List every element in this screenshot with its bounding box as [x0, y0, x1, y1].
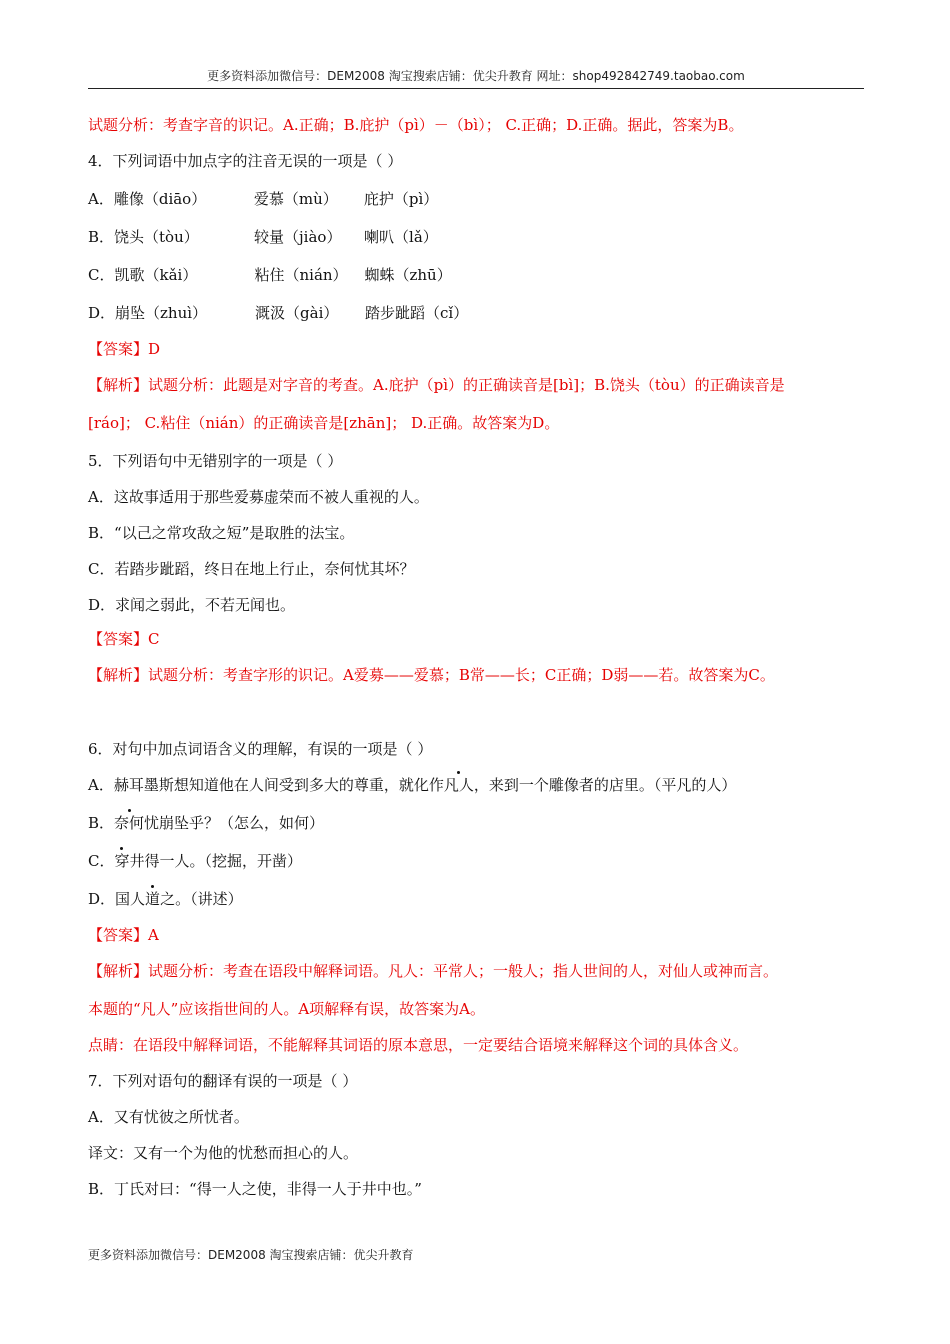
q6-c-dotted: 穿	[114, 852, 130, 870]
prev-analysis: 试题分析：考查字音的识记。A.正确；B.庇护（pì）－（bì）； C.正确；D.正确。据此，答案为B。	[88, 116, 744, 134]
q6-option-a	[88, 774, 736, 796]
q4-a-3: 庇护（pì）	[363, 190, 439, 208]
q4-answer: 【答案】D	[88, 340, 161, 358]
q6-d-post: 之。（讲述）	[160, 890, 243, 908]
q6-a-post: ，来到一个雕像者的店里。（平凡的人）	[473, 776, 737, 794]
q4-a-1: 雕像（diāo）	[113, 190, 207, 208]
q4-analysis-2: [ráo]； C.粘住（nián）的正确读音是[zhān]； D.正确。故答案为D。	[88, 414, 560, 432]
q7-option-a: A．又有忧彼之所忧者。	[88, 1108, 249, 1126]
q5-analysis: 【解析】试题分析：考查字形的识记。A爱募——爱慕；B常——长；C正确；D弱——若。故答案为C。	[88, 666, 775, 684]
q5-option-a: A．这故事适用于那些爱募虚荣而不被人重视的人。	[88, 488, 429, 506]
q4-d-2: 溉汲（gài）	[255, 304, 339, 322]
q7-option-b: B．丁氏对曰：“得一人之使，非得一人于井中也。”	[88, 1180, 422, 1198]
q4-option-b: B．饶头（tòu） 较量（jiào） 喇叭（lǎ）	[88, 228, 438, 246]
q5-option-d: D．求闻之弱此，不若无闻也。	[88, 596, 296, 614]
page-header: 更多资料添加微信号：DEM2008 淘宝搜索店铺：优尖升教育 网址：shop492842749.taobao.com	[88, 66, 864, 89]
q6-answer: 【答案】A	[88, 926, 159, 944]
q6-a-pre: A．赫耳墨斯想知道他在人间受到多大的尊重，就化作	[88, 776, 444, 794]
q4-option-a: A．雕像（diāo） 爱慕（mù） 庇护（pì）	[88, 190, 439, 208]
q4-c-3: 蜘蛛（zhū）	[364, 266, 452, 284]
q4-b-2: 较量（jiào）	[254, 228, 342, 246]
q4-c-2: 粘住（nián）	[254, 266, 348, 284]
q4-d-1: 崩坠（zhuì）	[115, 304, 208, 322]
q7-stem: 7．下列对语句的翻译有误的一项是（ ）	[88, 1072, 358, 1090]
q6-d-pre: 国人	[115, 890, 146, 908]
q4-a-2: 爱慕（mù）	[253, 190, 338, 208]
q6-a-dotted: 凡人	[443, 776, 474, 794]
q4-c-1: 凯歌（kǎi）	[114, 266, 198, 284]
q6-option-d: D．国人道之。（讲述）	[88, 890, 243, 908]
q6-d-dotted: 道	[145, 890, 161, 908]
page-footer: 更多资料添加微信号：DEM2008 淘宝搜索店铺：优尖升教育	[88, 1248, 414, 1262]
q4-b-3: 喇叭（lǎ）	[364, 228, 438, 246]
q6-c-post: 井得一人。（挖掘，开凿）	[129, 852, 303, 870]
q4-b-1: 饶头（tòu）	[114, 228, 199, 246]
q5-stem: 5．下列语句中无错别字的一项是（ ）	[88, 452, 343, 470]
q6-analysis-2: 本题的“凡人”应该指世间的人。A项解释有误，故答案为A。	[88, 1000, 486, 1018]
q6-b-post: 忧崩坠乎？（怎么，如何）	[144, 814, 325, 832]
q5-option-c: C．若踏步跐蹈，终日在地上行止，奈何忧其坏？	[88, 560, 415, 578]
q4-option-d: D．崩坠（zhuì） 溉汲（gài） 踏步跐蹈（cǐ）	[88, 304, 469, 322]
q4-option-c: C．凯歌（kǎi） 粘住（nián） 蜘蛛（zhū）	[88, 266, 452, 284]
q5-option-b: B．“以己之常攻敌之短”是取胜的法宝。	[88, 524, 355, 542]
q4-stem: 4．下列词语中加点字的注音无误的一项是（ ）	[88, 152, 403, 170]
q5-answer: 【答案】C	[88, 630, 160, 648]
q6-option-c: C．穿井得一人。（挖掘，开凿）	[88, 852, 303, 870]
q4-d-3: 踏步跐蹈（cǐ）	[365, 304, 469, 322]
q4-analysis-1: 【解析】试题分析：此题是对字音的考查。A.庇护（pì）的正确读音是[bì]；B.饶头（tòu）的正确读音是	[88, 376, 785, 394]
q7-a-translation: 译文：又有一个为他的忧愁而担心的人。	[88, 1144, 359, 1162]
q6-stem: 6．对句中加点词语含义的理解，有误的一项是（ ）	[88, 740, 433, 758]
q6-b-dotted: 奈何	[114, 814, 145, 832]
q6-tip: 点睛：在语段中解释词语，不能解释其词语的原本意思，一定要结合语境来解释这个词的具体含义。	[88, 1036, 749, 1054]
q6-analysis-1: 【解析】试题分析：考查在语段中解释词语。凡人：平常人；一般人；指人世间的人，对仙人或神而言。	[88, 962, 779, 980]
q6-option-b: B．奈何忧崩坠乎？（怎么，如何）	[88, 814, 325, 832]
